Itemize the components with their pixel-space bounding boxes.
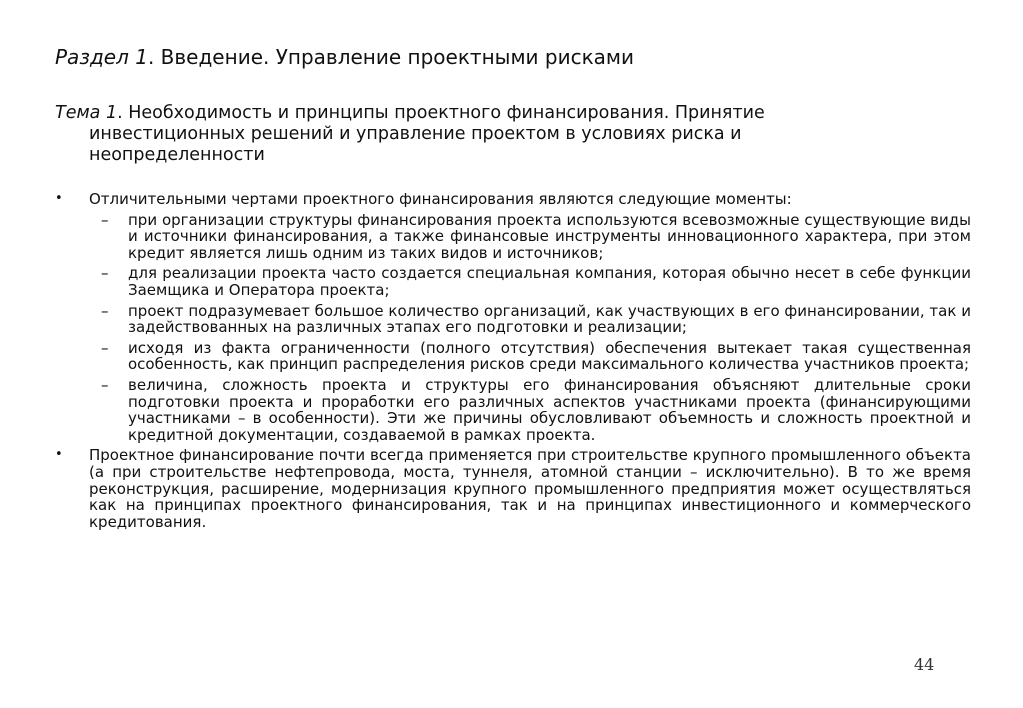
bullet-item	[55, 191, 971, 208]
sub-item-text: для реализации проекта часто создается специальная компания, которая обычно несет в себе функции Заемщика и Оператора проекта;	[128, 264, 971, 299]
bullet-text: Отличительными чертами проектного финансирования являются следующие моменты:	[89, 190, 792, 208]
page-number: 44	[914, 655, 935, 674]
topic-line-1-text: . Необходимость и принципы проектного финансирования. Принятие	[117, 103, 765, 123]
dash-marker: –	[101, 301, 109, 320]
sub-item	[55, 340, 971, 373]
sub-item	[55, 303, 971, 336]
bullet-marker: •	[55, 447, 63, 463]
bullet-item	[55, 447, 971, 530]
sub-item-text: проект подразумевает большое количество организаций, как участвующих в его финансировании, так и задействованных на различных этапах его подготовки и реализации;	[128, 301, 971, 337]
sub-item-text: величина, сложность проекта и структуры его финансирования объясняют длительные сроки подготовки проекта и проработки его различных аспектов участниками проекта (финансирующими участниками – в особенности). Эти же причины обусловливают объемность и сложность проектной и кредитной документации, создаваемой в рамках проекта.	[128, 375, 971, 444]
topic-line-3: неопределенности	[89, 145, 265, 165]
topic-line-1	[55, 103, 915, 124]
sub-item	[55, 265, 971, 298]
sub-item	[55, 212, 971, 262]
sub-item-text: при организации структуры финансирования проекта используются всевозможные существующие виды и источники финансирования, а также финансовые инструменты инновационного характера, при этом кредит является лишь одним из таких видов и источников;	[128, 210, 971, 262]
topic-heading	[55, 103, 915, 166]
dash-marker: –	[101, 210, 109, 229]
sub-item-text: исходя из факта ограниченности (полного отсутствия) обеспечения вытекает такая существенная особенность, как принцип распределения рисков среди максимального количества участников проекта;	[128, 338, 971, 374]
sub-item	[55, 377, 971, 443]
main-content	[55, 191, 971, 530]
section-heading-title: . Введение. Управление проектными рисками	[147, 45, 634, 69]
dash-marker: –	[101, 338, 109, 357]
section-heading	[55, 44, 975, 70]
bullet-marker: •	[55, 191, 63, 206]
topic-line-2: инвестиционных решений и управление проектом в условиях риска и	[89, 124, 742, 144]
dash-marker: –	[101, 264, 109, 283]
topic-prefix: Тема 1	[55, 103, 118, 123]
bullet-text: Проектное финансирование почти всегда применяется при строительстве крупного промышленного объекта (а при строительстве нефтепровода, моста, туннеля, атомной станции – исключительно). В то же время реконструкция, расширение, модернизация крупного промышленного предприятия может осуществляться как на принципах проектного финансирования, так и на принципах инвестиционного и коммерческого кредитования.	[89, 446, 971, 531]
section-heading-prefix: Раздел 1	[55, 45, 148, 69]
dash-marker: –	[101, 375, 109, 394]
